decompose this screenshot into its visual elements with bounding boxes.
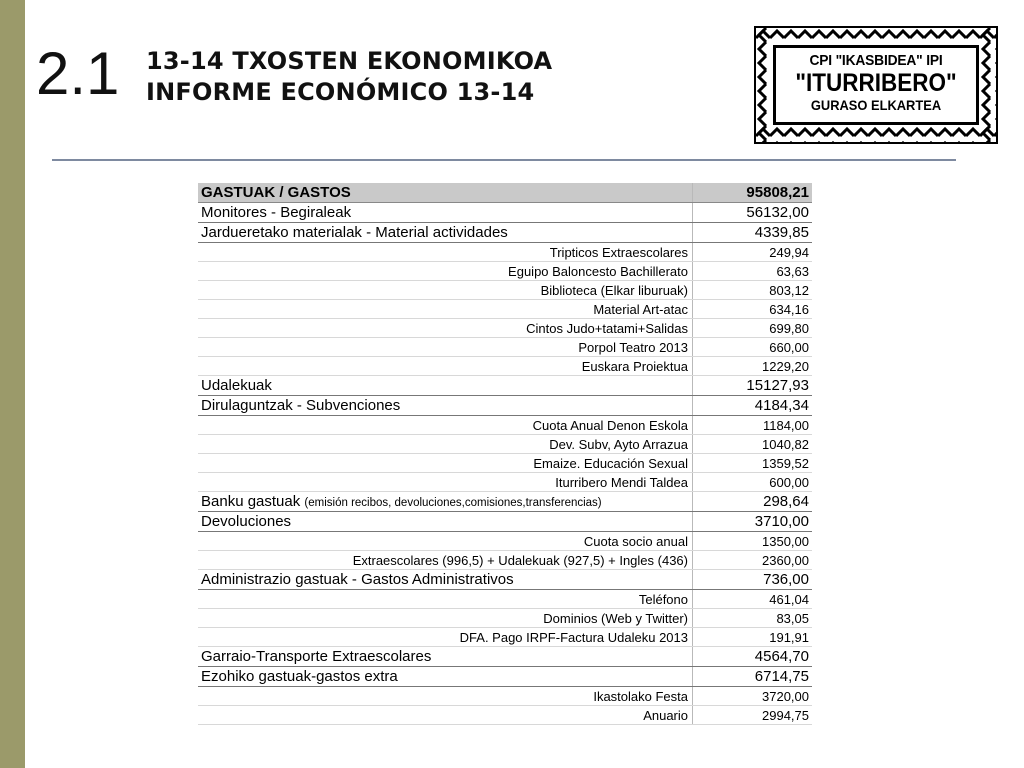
row-label-text: DFA. Pago IRPF-Factura Udaleku 2013 [459, 629, 688, 645]
row-label-text: Tripticos Extraescolares [549, 244, 688, 260]
row-label-text: Euskara Proiektua [581, 358, 688, 374]
row-amount: 83,05 [693, 609, 813, 628]
row-label-text: Dev. Subv, Ayto Arrazua [549, 436, 688, 452]
row-label-text: Biblioteca (Elkar liburuak) [540, 282, 688, 298]
row-label [198, 396, 693, 416]
row-label [198, 512, 693, 532]
row-amount: 4184,34 [693, 396, 813, 416]
row-amount: 2994,75 [693, 706, 813, 725]
row-amount: 1229,20 [693, 357, 813, 376]
row-label [198, 376, 693, 396]
row-amount: 660,00 [693, 338, 813, 357]
row-label [198, 667, 693, 687]
row-label-text: Cuota Anual Denon Eskola [532, 417, 688, 433]
row-label [198, 706, 693, 725]
row-label-text: Monitores - Begiraleak [201, 204, 352, 221]
table-row-item [198, 416, 812, 435]
row-label-text: Eguipo Baloncesto Bachillerato [508, 263, 688, 279]
row-label [198, 687, 693, 706]
row-label-text: Porpol Teatro 2013 [578, 339, 688, 355]
row-label [198, 223, 693, 243]
table-row-item [198, 357, 812, 376]
row-label [198, 628, 693, 647]
row-amount: 699,80 [693, 319, 813, 338]
table-row-item [198, 435, 812, 454]
row-amount: 736,00 [693, 570, 813, 590]
table-row-category [198, 512, 812, 532]
table-row-category [198, 223, 812, 243]
row-amount: 15127,93 [693, 376, 813, 396]
logo-line-school: CPI "IKASBIDEA" IPI [809, 52, 943, 69]
row-amount: 191,91 [693, 628, 813, 647]
slide-title [146, 46, 552, 108]
table-row-item [198, 473, 812, 492]
row-label [198, 203, 693, 223]
row-label-text: Iturribero Mendi Taldea [555, 474, 688, 490]
row-label-text: Banku gastuak [201, 493, 301, 510]
row-label [198, 281, 693, 300]
row-label-text: Devoluciones [201, 513, 292, 530]
table-row-item [198, 532, 812, 551]
table-row-item [198, 300, 812, 319]
row-label [198, 357, 693, 376]
expenses-table [198, 183, 812, 725]
row-label [198, 435, 693, 454]
table-row-category [198, 203, 812, 223]
row-label-text: Teléfono [638, 591, 688, 607]
row-label [198, 262, 693, 281]
row-amount: 1040,82 [693, 435, 813, 454]
table-row-item [198, 262, 812, 281]
logo-line-name: "ITURRIBERO" [795, 69, 957, 97]
row-label [198, 570, 693, 590]
row-amount: 634,16 [693, 300, 813, 319]
row-label-text: Cintos Judo+tatami+Salidas [526, 320, 688, 336]
row-amount: 2360,00 [693, 551, 813, 570]
slide-number: 2.1 [36, 40, 120, 107]
row-label [198, 416, 693, 435]
row-label-text: Administrazio gastuak - Gastos Administrativos [201, 571, 514, 588]
association-logo [754, 26, 998, 144]
row-label-text: Udalekuak [201, 377, 272, 394]
row-amount: 4339,85 [693, 223, 813, 243]
row-amount: 249,94 [693, 243, 813, 262]
row-note: (emisión recibos, devoluciones,comisiones,transferencias) [304, 497, 602, 509]
row-amount: 600,00 [693, 473, 813, 492]
row-label-text: Extraescolares (996,5) + Udalekuak (927,5) + Ingles (436) [352, 552, 688, 568]
table-row-item [198, 551, 812, 570]
row-label-text: Ezohiko gastuak-gastos extra [201, 668, 398, 685]
table-row-item [198, 281, 812, 300]
row-amount: 803,12 [693, 281, 813, 300]
row-label-text: Dirulaguntzak - Subvenciones [201, 397, 401, 414]
row-amount: 1350,00 [693, 532, 813, 551]
row-label-text: Anuario [643, 707, 688, 723]
table-row-category [198, 492, 812, 512]
row-label [198, 243, 693, 262]
title-line-spanish: INFORME ECONÓMICO 13-14 [146, 78, 535, 106]
table-row-category [198, 667, 812, 687]
row-label [198, 532, 693, 551]
table-row-category [198, 396, 812, 416]
row-amount: 56132,00 [693, 203, 813, 223]
header-label: GASTUAK / GASTOS [198, 183, 693, 203]
row-label [198, 338, 693, 357]
table-row-item [198, 687, 812, 706]
row-label [198, 492, 693, 512]
table-row-category [198, 570, 812, 590]
row-amount: 3710,00 [693, 512, 813, 532]
header-total: 95808,21 [693, 183, 813, 203]
row-label-text: Jardueretako materialak - Material actividades [201, 224, 508, 241]
table-row-item [198, 243, 812, 262]
table-row-item [198, 338, 812, 357]
row-label-text: Material Art-atac [593, 301, 688, 317]
row-amount: 63,63 [693, 262, 813, 281]
row-label [198, 590, 693, 609]
table-row-item [198, 590, 812, 609]
row-amount: 298,64 [693, 492, 813, 512]
row-amount: 6714,75 [693, 667, 813, 687]
logo-text-box [773, 45, 979, 125]
row-label-text: Emaize. Educación Sexual [533, 455, 688, 471]
row-amount: 1184,00 [693, 416, 813, 435]
row-amount: 3720,00 [693, 687, 813, 706]
row-amount: 461,04 [693, 590, 813, 609]
row-amount: 4564,70 [693, 647, 813, 667]
table-row-category [198, 647, 812, 667]
row-label [198, 454, 693, 473]
row-label-text: Garraio-Transporte Extraescolares [201, 648, 432, 665]
side-accent-bar [0, 0, 25, 768]
table-row-item [198, 454, 812, 473]
row-amount: 1359,52 [693, 454, 813, 473]
row-label-text: Cuota socio anual [583, 533, 688, 549]
row-label [198, 300, 693, 319]
table-row-category [198, 376, 812, 396]
row-label [198, 551, 693, 570]
row-label [198, 319, 693, 338]
title-divider [52, 159, 956, 161]
row-label [198, 609, 693, 628]
table-row-item [198, 319, 812, 338]
row-label [198, 473, 693, 492]
table-row-item [198, 609, 812, 628]
table-row-item [198, 706, 812, 725]
row-label-text: Dominios (Web y Twitter) [543, 610, 688, 626]
row-label [198, 647, 693, 667]
row-label-text: Ikastolako Festa [593, 688, 688, 704]
logo-line-association: GURASO ELKARTEA [810, 97, 942, 113]
title-line-basque: 13-14 TXOSTEN EKONOMIKOA [146, 47, 553, 75]
table-header-row [198, 183, 812, 203]
table-row-item [198, 628, 812, 647]
